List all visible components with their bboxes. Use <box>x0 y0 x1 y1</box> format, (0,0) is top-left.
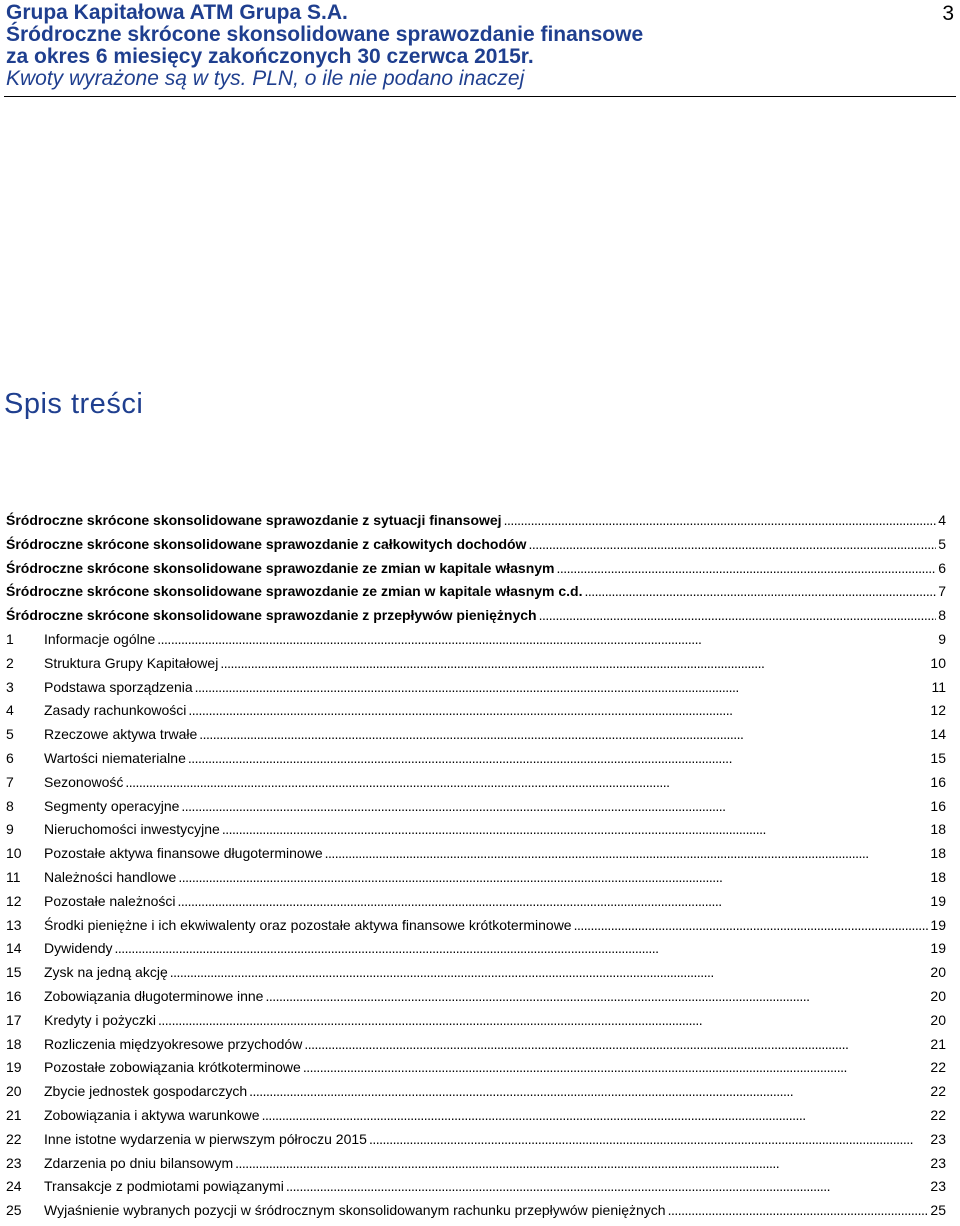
toc-entry-number: 16 <box>6 987 22 1004</box>
toc-entry-page: 15 <box>930 749 946 766</box>
toc-entry-page: 14 <box>930 726 946 743</box>
toc-entry-title[interactable]: Pozostałe zobowiązania krótkoterminowe <box>44 1059 301 1076</box>
toc-entry[interactable] <box>6 655 946 679</box>
toc-entry-page: 25 <box>930 1202 946 1219</box>
toc-entry-page: 18 <box>930 868 946 885</box>
toc-dot-leader <box>668 1202 929 1218</box>
toc-entry[interactable] <box>6 1202 946 1226</box>
toc-entry-number: 25 <box>6 1202 22 1219</box>
toc-entry-page: 16 <box>930 797 946 814</box>
toc-entry-title[interactable]: Śródroczne skrócone skonsolidowane sprawozdanie ze zmian w kapitale własnym c.d. <box>6 583 583 600</box>
toc-entry-title[interactable]: Śródroczne skrócone skonsolidowane sprawozdanie ze zmian w kapitale własnym <box>6 559 555 576</box>
toc-entry-title[interactable]: Rzeczowe aktywa trwałe <box>44 726 198 743</box>
toc-dot-leader <box>178 869 928 885</box>
toc-entry[interactable] <box>6 607 946 631</box>
toc-dot-leader <box>557 560 937 576</box>
toc-entry-title[interactable]: Dywidendy <box>44 940 113 957</box>
toc-entry[interactable] <box>6 702 946 726</box>
toc-dot-leader <box>188 702 928 718</box>
page-number: 3 <box>942 2 954 25</box>
toc-dot-leader <box>528 536 936 552</box>
toc-entry-title[interactable]: Informacje ogólne <box>44 630 156 647</box>
toc-entry-page: 8 <box>938 607 946 624</box>
header-divider <box>4 96 956 97</box>
report-period: za okres 6 miesięcy zakończonych 30 czerwca 2015r. <box>6 45 534 68</box>
toc-dot-leader <box>504 512 937 528</box>
toc-entry-number: 15 <box>6 964 22 981</box>
toc-entry-page: 10 <box>930 654 946 671</box>
toc-entry-page: 19 <box>930 940 946 957</box>
toc-dot-leader <box>195 679 930 695</box>
toc-dot-leader <box>325 845 929 861</box>
toc-entry-title[interactable]: Zdarzenia po dniu bilansowym <box>44 1154 234 1171</box>
toc-entry-title[interactable]: Rozliczenia międzyokresowe przychodów <box>44 1035 303 1052</box>
toc-dot-leader <box>235 1155 928 1171</box>
toc-entry[interactable] <box>6 940 946 964</box>
table-of-contents <box>6 512 946 1226</box>
toc-entry-number: 21 <box>6 1106 22 1123</box>
toc-entry-page: 19 <box>930 916 946 933</box>
toc-entry-title[interactable]: Środki pieniężne i ich ekwiwalenty oraz pozostałe aktywa finansowe krótkoterminowe <box>44 916 572 933</box>
toc-entry-number: 11 <box>6 868 21 885</box>
toc-entry-number: 18 <box>6 1035 22 1052</box>
toc-dot-leader <box>188 750 929 766</box>
toc-entry-title[interactable]: Inne istotne wydarzenia w pierwszym półroczu 2015 <box>44 1130 367 1147</box>
toc-entry-title[interactable]: Kredyty i pożyczki <box>44 1011 157 1028</box>
toc-entry-title[interactable]: Wyjaśnienie wybranych pozycji w śródrocznym skonsolidowanym rachunku przepływów pieniężnych <box>44 1202 666 1219</box>
toc-entry-number: 1 <box>6 630 14 647</box>
toc-entry-number: 7 <box>6 773 14 790</box>
toc-entry-title[interactable]: Wartości niematerialne <box>44 749 186 766</box>
toc-entry[interactable] <box>6 917 946 941</box>
toc-entry-page: 20 <box>930 987 946 1004</box>
toc-dot-leader <box>158 1012 928 1028</box>
toc-entry[interactable] <box>6 1012 946 1036</box>
toc-entry[interactable] <box>6 869 946 893</box>
toc-entry[interactable] <box>6 536 946 560</box>
toc-entry-page: 6 <box>938 559 946 576</box>
toc-entry-title[interactable]: Segmenty operacyjne <box>44 797 180 814</box>
toc-entry-title[interactable]: Zasady rachunkowości <box>44 702 187 719</box>
toc-entry-number: 9 <box>6 821 14 838</box>
toc-entry-title[interactable]: Zbycie jednostek gospodarczych <box>44 1083 248 1100</box>
toc-entry[interactable] <box>6 845 946 869</box>
toc-entry-page: 9 <box>938 630 946 647</box>
toc-entry-page: 23 <box>930 1178 946 1195</box>
toc-entry-title[interactable]: Zysk na jedną akcję <box>44 964 168 981</box>
toc-entry[interactable] <box>6 631 946 655</box>
toc-entry-number: 14 <box>6 940 22 957</box>
toc-dot-leader <box>303 1059 929 1075</box>
toc-entry[interactable] <box>6 750 946 774</box>
toc-entry-title[interactable]: Pozostałe aktywa finansowe długoterminowe <box>44 845 323 862</box>
toc-entry-title[interactable]: Śródroczne skrócone skonsolidowane sprawozdanie z sytuacji finansowej <box>6 512 502 528</box>
toc-entry[interactable] <box>6 679 946 703</box>
toc-entry-title[interactable]: Śródroczne skrócone skonsolidowane sprawozdanie z przepływów pieniężnych <box>6 607 537 624</box>
toc-entry-number: 24 <box>6 1178 22 1195</box>
toc-dot-leader <box>265 988 928 1004</box>
toc-entry[interactable] <box>6 1107 946 1131</box>
toc-entry-number: 6 <box>6 749 14 766</box>
toc-entry-page: 5 <box>938 535 946 552</box>
toc-dot-leader <box>114 940 928 956</box>
toc-entry[interactable] <box>6 560 946 584</box>
toc-entry-number: 23 <box>6 1154 22 1171</box>
toc-entry-number: 2 <box>6 654 14 671</box>
toc-entry-title[interactable]: Struktura Grupy Kapitałowej <box>44 654 219 671</box>
toc-dot-leader <box>286 1178 929 1194</box>
toc-entry-page: 18 <box>930 845 946 862</box>
toc-dot-leader <box>369 1131 928 1147</box>
toc-entry-page: 20 <box>930 964 946 981</box>
toc-entry-page: 18 <box>930 821 946 838</box>
report-title: Śródroczne skrócone skonsolidowane sprawozdanie finansowe <box>6 23 644 46</box>
toc-entry-page: 21 <box>930 1035 946 1052</box>
toc-entry-number: 22 <box>6 1130 22 1147</box>
toc-entry-title[interactable]: Zobowiązania i aktywa warunkowe <box>44 1106 260 1123</box>
toc-entry-title[interactable]: Należności handlowe <box>44 868 177 885</box>
currency-note: Kwoty wyrażone są w tys. PLN, o ile nie podano inaczej <box>6 67 525 90</box>
toc-entry-number: 10 <box>6 845 22 862</box>
toc-dot-leader <box>125 774 928 790</box>
toc-entry-number: 3 <box>6 678 14 695</box>
toc-dot-leader <box>181 798 928 814</box>
toc-entry-number: 20 <box>6 1083 22 1100</box>
toc-entry-page: 4 <box>938 512 946 528</box>
toc-entry[interactable] <box>6 774 946 798</box>
toc-entry-page: 12 <box>930 702 946 719</box>
document-header <box>6 2 956 90</box>
toc-dot-leader <box>199 726 928 742</box>
toc-dot-leader <box>178 893 929 909</box>
toc-entry-title[interactable]: Podstawa sporządzenia <box>44 678 193 695</box>
toc-entry-page: 23 <box>930 1130 946 1147</box>
toc-entry-page: 16 <box>930 773 946 790</box>
toc-dot-leader <box>249 1083 928 1099</box>
toc-entry-number: 5 <box>6 726 14 743</box>
toc-entry-number: 19 <box>6 1059 22 1076</box>
toc-dot-leader <box>170 964 929 980</box>
toc-entry-title[interactable]: Sezonowość <box>44 773 124 790</box>
toc-dot-leader <box>222 821 929 837</box>
toc-entry[interactable] <box>6 1083 946 1107</box>
toc-entry[interactable] <box>6 1059 946 1083</box>
toc-entry[interactable] <box>6 988 946 1012</box>
toc-entry-number: 17 <box>6 1011 22 1028</box>
toc-entry[interactable] <box>6 964 946 988</box>
toc-dot-leader <box>220 655 928 671</box>
toc-entry-title[interactable]: Pozostałe należności <box>44 892 176 909</box>
toc-entry-number: 8 <box>6 797 14 814</box>
toc-entry-title[interactable]: Nieruchomości inwestycyjne <box>44 821 220 838</box>
toc-entry[interactable] <box>6 821 946 845</box>
company-name: Grupa Kapitałowa ATM Grupa S.A. <box>6 1 348 24</box>
toc-entry[interactable] <box>6 798 946 822</box>
toc-entry[interactable] <box>6 893 946 917</box>
toc-entry-page: 22 <box>930 1083 946 1100</box>
toc-entry-title[interactable]: Zobowiązania długoterminowe inne <box>44 987 264 1004</box>
toc-entry[interactable] <box>6 726 946 750</box>
toc-entry[interactable] <box>6 583 946 607</box>
toc-entry-page: 7 <box>938 583 946 600</box>
toc-entry[interactable] <box>6 1131 946 1155</box>
toc-entry-number: 13 <box>6 916 22 933</box>
toc-entry-title[interactable]: Transakcje z podmiotami powiązanymi <box>44 1178 284 1195</box>
toc-dot-leader <box>262 1107 929 1123</box>
toc-title: Spis treści <box>4 388 144 420</box>
toc-entry[interactable] <box>6 1178 946 1202</box>
toc-dot-leader <box>574 917 929 933</box>
toc-entry-page: 22 <box>930 1106 946 1123</box>
toc-dot-leader <box>304 1036 928 1052</box>
toc-entry[interactable] <box>6 512 946 536</box>
toc-entry-page: 23 <box>930 1154 946 1171</box>
toc-entry-page: 11 <box>931 678 946 695</box>
toc-entry-title[interactable]: Śródroczne skrócone skonsolidowane sprawozdanie z całkowitych dochodów <box>6 535 527 552</box>
toc-entry-number: 12 <box>6 892 22 909</box>
toc-entry-page: 22 <box>930 1059 946 1076</box>
toc-dot-leader <box>585 583 937 599</box>
toc-entry[interactable] <box>6 1155 946 1179</box>
toc-entry[interactable] <box>6 1036 946 1060</box>
toc-entry-page: 19 <box>930 892 946 909</box>
toc-dot-leader <box>539 607 937 623</box>
toc-entry-number: 4 <box>6 702 14 719</box>
toc-dot-leader <box>157 631 936 647</box>
toc-entry-page: 20 <box>930 1011 946 1028</box>
